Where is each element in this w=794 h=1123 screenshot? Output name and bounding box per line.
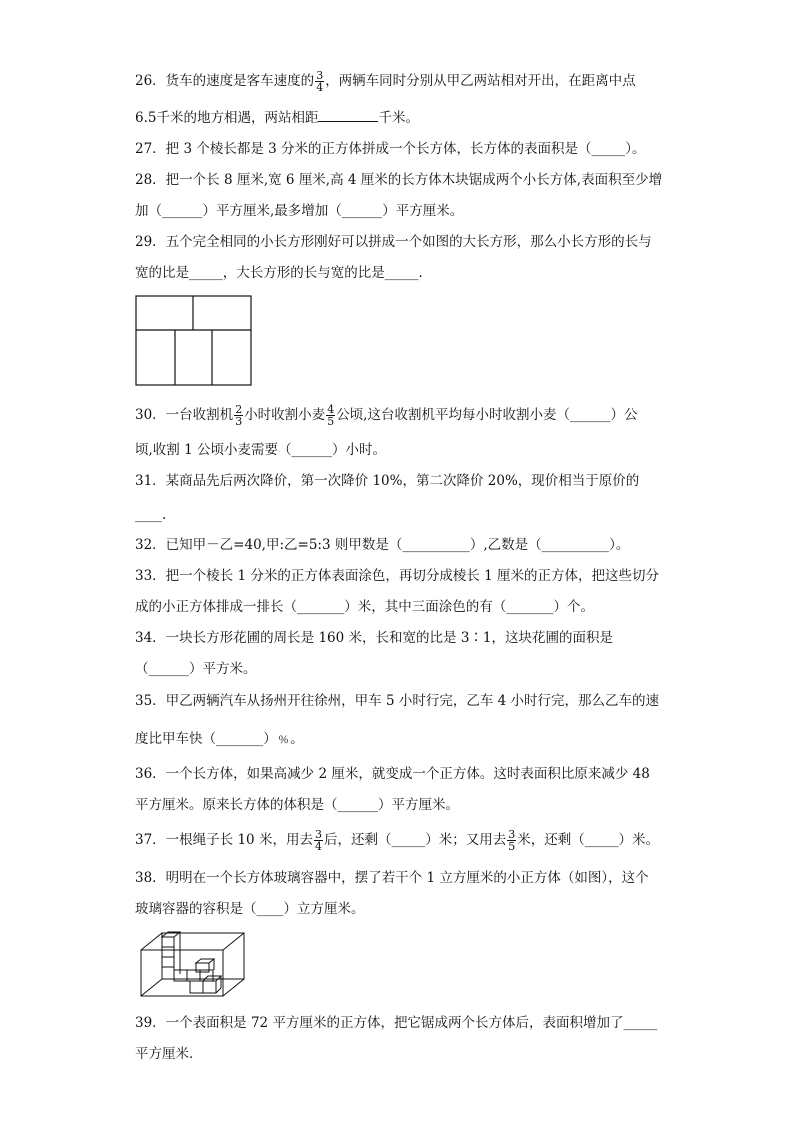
cube xyxy=(203,981,216,993)
cube-top xyxy=(196,959,214,963)
question-36-line-1: 36．一个长方体，如果高减少 2 厘米，就变成一个正方体。这时表面积比原来减少 48 xyxy=(135,766,650,782)
question-34-line-2: （______）平方米。 xyxy=(135,661,257,677)
q37-fraction-1: $\frac{3}{4}$ xyxy=(314,828,322,853)
rectangles-figure xyxy=(135,295,253,387)
question-29-line-2: 宽的比是_____，大长方形的长与宽的比是_____． xyxy=(135,265,432,281)
question-33-line-2: 成的小正方体排成一排长（_______）米，其中三面涂色的有（_______）个。 xyxy=(135,599,594,615)
cube xyxy=(162,937,174,947)
question-35-line-2: 度比甲车快（_______）﹪。 xyxy=(135,731,304,747)
question-28-line-2: 加（______）平方厘米,最多增加（______）平方厘米。 xyxy=(135,203,464,219)
q30-fraction-1: $\frac{2}{3}$ xyxy=(235,403,243,428)
q37-text-b: 后，还剩（_____）米；又用去 xyxy=(323,832,507,848)
edge-top-right xyxy=(223,933,244,950)
question-29-line-1: 29．五个完全相同的小长方形刚好可以拼成一个如图的大长方形，那么小长方形的长与 xyxy=(135,234,652,250)
cube xyxy=(196,963,209,972)
question-37 xyxy=(135,829,659,852)
question-38-line-1: 38．明明在一个长方体玻璃容器中，摆了若干个 1 立方厘米的小正方体（如图），这个 xyxy=(135,870,649,886)
question-38-line-2: 玻璃容器的容积是（____）立方厘米。 xyxy=(135,901,365,917)
container-front-face xyxy=(141,950,223,996)
q37-text-c: 米，还剩（_____）米。 xyxy=(517,832,659,848)
question-31-line-1: 31．某商品先后两次降价，第一次降价 10%，第二次降价 20%，现价相当于原价的 xyxy=(135,473,640,489)
question-28-line-1: 28．把一个长 8 厘米,宽 6 厘米,高 4 厘米的长方体木块锯成两个小长方体,表面积至少增 xyxy=(135,172,663,188)
cube xyxy=(162,967,174,979)
q26-answer-blank[interactable] xyxy=(318,107,378,122)
question-30-line-2: 顷,收割 1 公顷小麦需要（______）小时。 xyxy=(135,442,386,458)
question-27: 27．把 3 个棱长都是 3 分米的正方体拼成一个长方体，长方体的表面积是（_____）。 xyxy=(135,141,646,157)
q26-fraction: $\frac{3}{4}$ xyxy=(316,69,324,94)
q26-text-c: 6.5千米的地方相遇，两站相距 xyxy=(135,110,319,126)
question-36-line-2: 平方厘米。原来长方体的体积是（______）平方厘米。 xyxy=(135,797,459,813)
question-39-line-2: 平方厘米． xyxy=(135,1046,203,1062)
q30-text-a: 30．一台收割机 xyxy=(135,407,234,423)
q26-text-a: 26．货车的速度是客车速度的 xyxy=(135,73,315,89)
edge-bottom-left xyxy=(141,979,162,996)
glass-container-figure xyxy=(138,930,248,1000)
cube xyxy=(190,981,203,993)
q30-text-c: 公顷,这台收割机平均每小时收割小麦（______）公 xyxy=(336,407,638,423)
question-32: 32．已知甲－乙=40,甲:乙=5:3 则甲数是（__________）,乙数是（__________）。 xyxy=(135,537,630,553)
edge-top-left xyxy=(141,933,162,950)
question-35-line-1: 35．甲乙两辆汽车从扬州开往徐州，甲车 5 小时行完，乙车 4 小时行完，那么乙车的速 xyxy=(135,693,660,709)
cube xyxy=(162,957,174,967)
question-31-line-2: ____. xyxy=(135,507,167,523)
q26-text-b: ，两辆车同时分别从甲乙两站相对开出，在距离中点 xyxy=(325,73,636,89)
question-39-line-1: 39．一个表面积是 72 平方厘米的正方体，把它锯成两个长方体后，表面积增加了_____ xyxy=(135,1015,658,1031)
q30-text-b: 小时收割小麦 xyxy=(244,407,326,423)
question-26-line-1 xyxy=(135,70,636,93)
cube xyxy=(162,947,174,957)
question-26-line-2 xyxy=(135,107,419,128)
question-33-line-1: 33．把一个棱长 1 分米的正方体表面涂色，再切分成棱长 1 厘米的正方体，把这些切分 xyxy=(135,568,660,584)
q37-fraction-2: $\frac{3}{5}$ xyxy=(508,828,516,853)
q30-fraction-2: $\frac{4}{5}$ xyxy=(327,403,335,428)
edge-bottom-right xyxy=(223,979,244,996)
q26-text-d: 千米。 xyxy=(378,110,419,126)
q37-text-a: 37．一根绳子长 10 米，用去 xyxy=(135,832,313,848)
question-34-line-1: 34．一块长方形花圃的周长是 160 米，长和宽的比是 3∶1，这块花圃的面积是 xyxy=(135,630,613,646)
cube-edge xyxy=(216,988,221,993)
question-30-line-1 xyxy=(135,404,637,427)
